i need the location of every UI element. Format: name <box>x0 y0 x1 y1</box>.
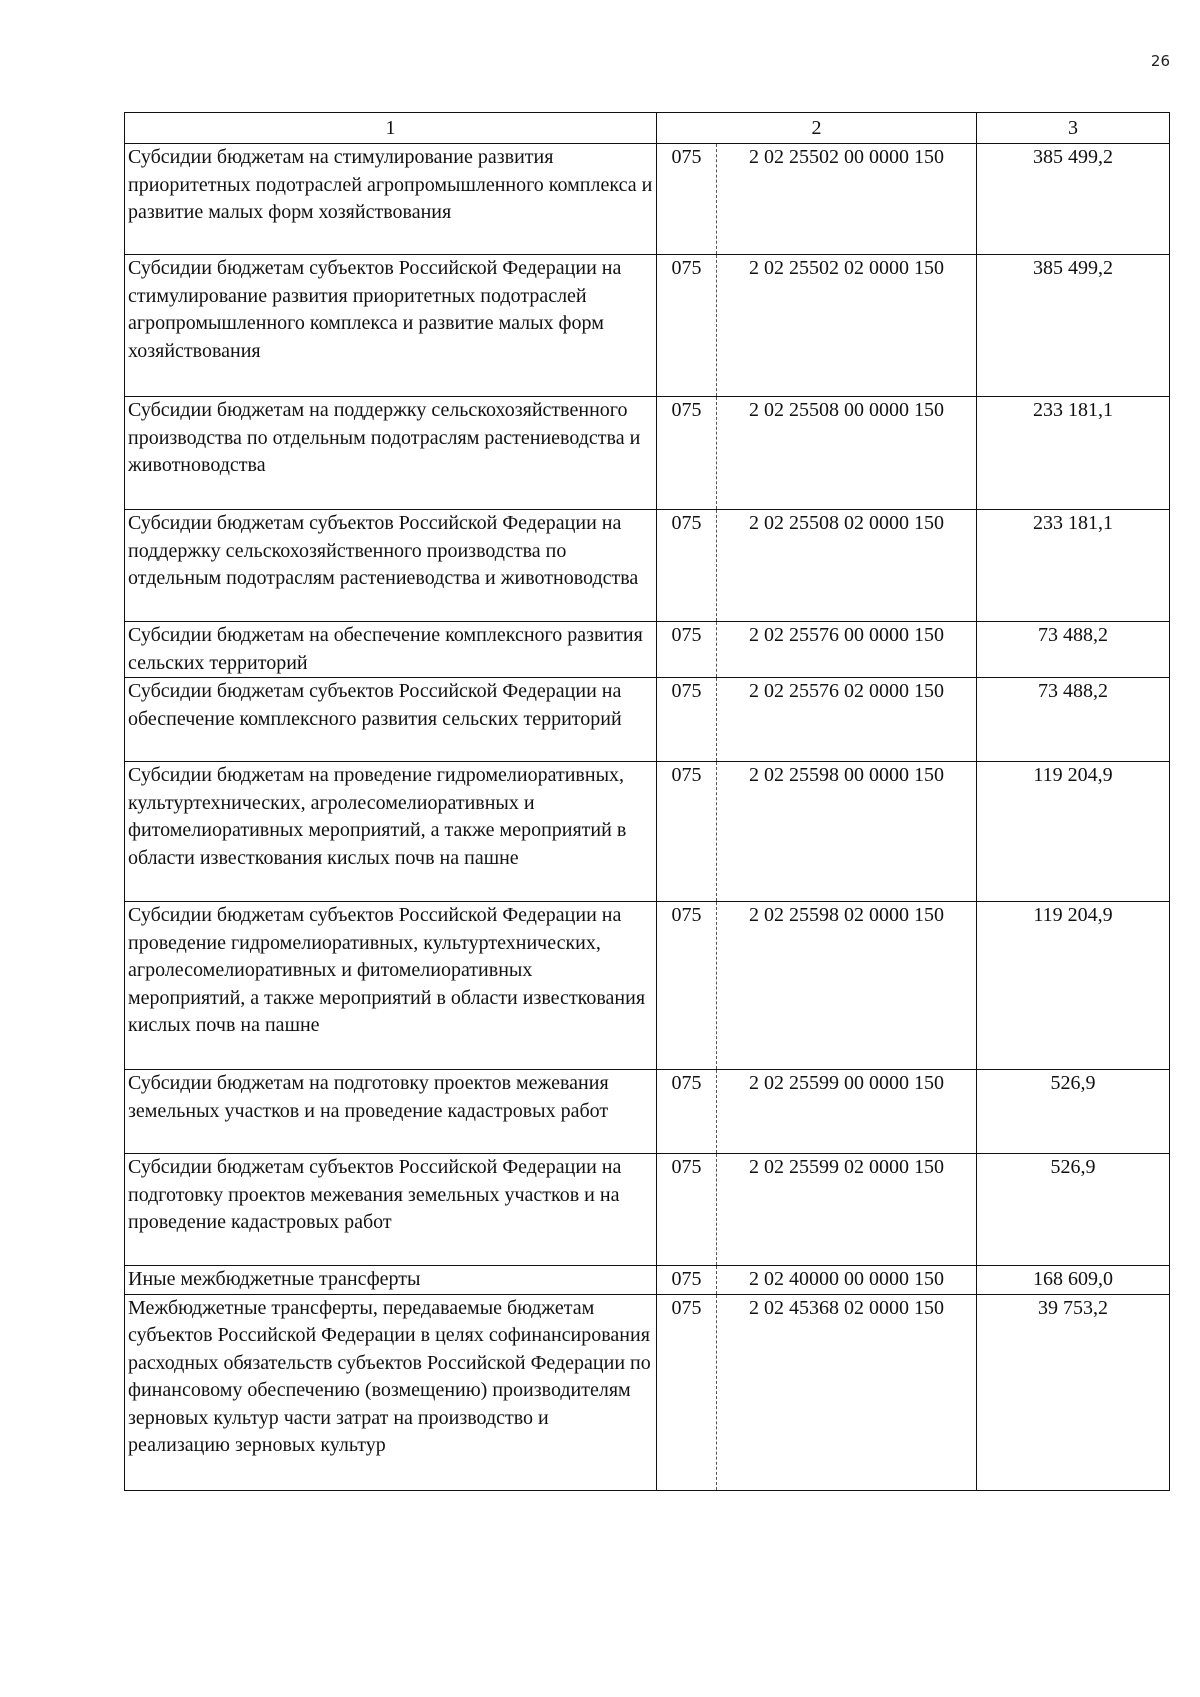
row-kbk: 2 02 25508 02 0000 150 <box>717 510 977 622</box>
table-row <box>125 510 1170 622</box>
row-sum: 233 181,1 <box>977 510 1170 622</box>
row-name: Субсидии бюджетам субъектов Российской Федерации на обеспечение комплексного развития сельских территорий <box>125 678 657 762</box>
row-code: 075 <box>657 762 717 902</box>
table-row <box>125 1070 1170 1154</box>
table-row <box>125 1266 1170 1295</box>
row-kbk: 2 02 25502 02 0000 150 <box>717 255 977 397</box>
row-code: 075 <box>657 678 717 762</box>
row-code: 075 <box>657 144 717 255</box>
row-sum: 385 499,2 <box>977 255 1170 397</box>
table-row <box>125 678 1170 762</box>
row-code: 075 <box>657 255 717 397</box>
row-name: Субсидии бюджетам на проведение гидромелиоративных, культуртехнических, агролесомелиоративных и фитомелиоративных мероприятий, а также мероприятий в области известкования кислых почв на пашне <box>125 762 657 902</box>
row-name: Субсидии бюджетам субъектов Российской Федерации на стимулирование развития приоритетных подотраслей агропромышленного комплекса и развитие малых форм хозяйствования <box>125 255 657 397</box>
table-row <box>125 622 1170 678</box>
row-code: 075 <box>657 622 717 678</box>
header-col-2: 2 <box>657 113 977 144</box>
row-sum: 233 181,1 <box>977 397 1170 510</box>
table-row <box>125 397 1170 510</box>
row-name: Субсидии бюджетам субъектов Российской Федерации на подготовку проектов межевания земельных участков и на проведение кадастровых работ <box>125 1154 657 1266</box>
header-col-3: 3 <box>977 113 1170 144</box>
row-kbk: 2 02 25576 02 0000 150 <box>717 678 977 762</box>
row-kbk: 2 02 40000 00 0000 150 <box>717 1266 977 1295</box>
row-kbk: 2 02 45368 02 0000 150 <box>717 1294 977 1490</box>
row-code: 075 <box>657 1266 717 1295</box>
row-sum: 385 499,2 <box>977 144 1170 255</box>
row-name: Субсидии бюджетам субъектов Российской Федерации на поддержку сельскохозяйственного производства по отдельным подотраслям растениеводства и животноводства <box>125 510 657 622</box>
row-kbk: 2 02 25598 02 0000 150 <box>717 902 977 1070</box>
row-code: 075 <box>657 1070 717 1154</box>
row-kbk: 2 02 25599 00 0000 150 <box>717 1070 977 1154</box>
table-row <box>125 902 1170 1070</box>
row-kbk: 2 02 25576 00 0000 150 <box>717 622 977 678</box>
row-code: 075 <box>657 510 717 622</box>
row-sum: 73 488,2 <box>977 678 1170 762</box>
table-row <box>125 1154 1170 1266</box>
row-kbk: 2 02 25508 00 0000 150 <box>717 397 977 510</box>
row-sum: 168 609,0 <box>977 1266 1170 1295</box>
row-code: 075 <box>657 902 717 1070</box>
row-code: 075 <box>657 397 717 510</box>
table-header-row <box>125 113 1170 144</box>
row-name: Субсидии бюджетам на поддержку сельскохозяйственного производства по отдельным подотраслям растениеводства и животноводства <box>125 397 657 510</box>
table-row <box>125 144 1170 255</box>
row-code: 075 <box>657 1294 717 1490</box>
row-kbk: 2 02 25502 00 0000 150 <box>717 144 977 255</box>
row-sum: 119 204,9 <box>977 902 1170 1070</box>
row-sum: 39 753,2 <box>977 1294 1170 1490</box>
table-row <box>125 1294 1170 1490</box>
row-kbk: 2 02 25598 00 0000 150 <box>717 762 977 902</box>
row-kbk: 2 02 25599 02 0000 150 <box>717 1154 977 1266</box>
row-sum: 119 204,9 <box>977 762 1170 902</box>
row-code: 075 <box>657 1154 717 1266</box>
row-name: Субсидии бюджетам на обеспечение комплексного развития сельских территорий <box>125 622 657 678</box>
row-name: Субсидии бюджетам на подготовку проектов межевания земельных участков и на проведение кадастровых работ <box>125 1070 657 1154</box>
header-col-1: 1 <box>125 113 657 144</box>
row-sum: 526,9 <box>977 1070 1170 1154</box>
table-row <box>125 255 1170 397</box>
row-sum: 73 488,2 <box>977 622 1170 678</box>
row-name: Субсидии бюджетам субъектов Российской Федерации на проведение гидромелиоративных, культуртехнических, агролесомелиоративных и фитомелиоративных мероприятий, а также мероприятий в области известкования кислых почв на пашне <box>125 902 657 1070</box>
page-number: 26 <box>1150 52 1170 70</box>
row-sum: 526,9 <box>977 1154 1170 1266</box>
row-name: Иные межбюджетные трансферты <box>125 1266 657 1295</box>
row-name: Межбюджетные трансферты, передаваемые бюджетам субъектов Российской Федерации в целях софинансирования расходных обязательств субъектов Российской Федерации по финансовому обеспечению (возмещению) производителям зерновых культур части затрат на производство и реализацию зерновых культур <box>125 1294 657 1490</box>
table-row <box>125 762 1170 902</box>
row-name: Субсидии бюджетам на стимулирование развития приоритетных подотраслей агропромышленного комплекса и развитие малых форм хозяйствования <box>125 144 657 255</box>
budget-table <box>124 112 1170 1491</box>
